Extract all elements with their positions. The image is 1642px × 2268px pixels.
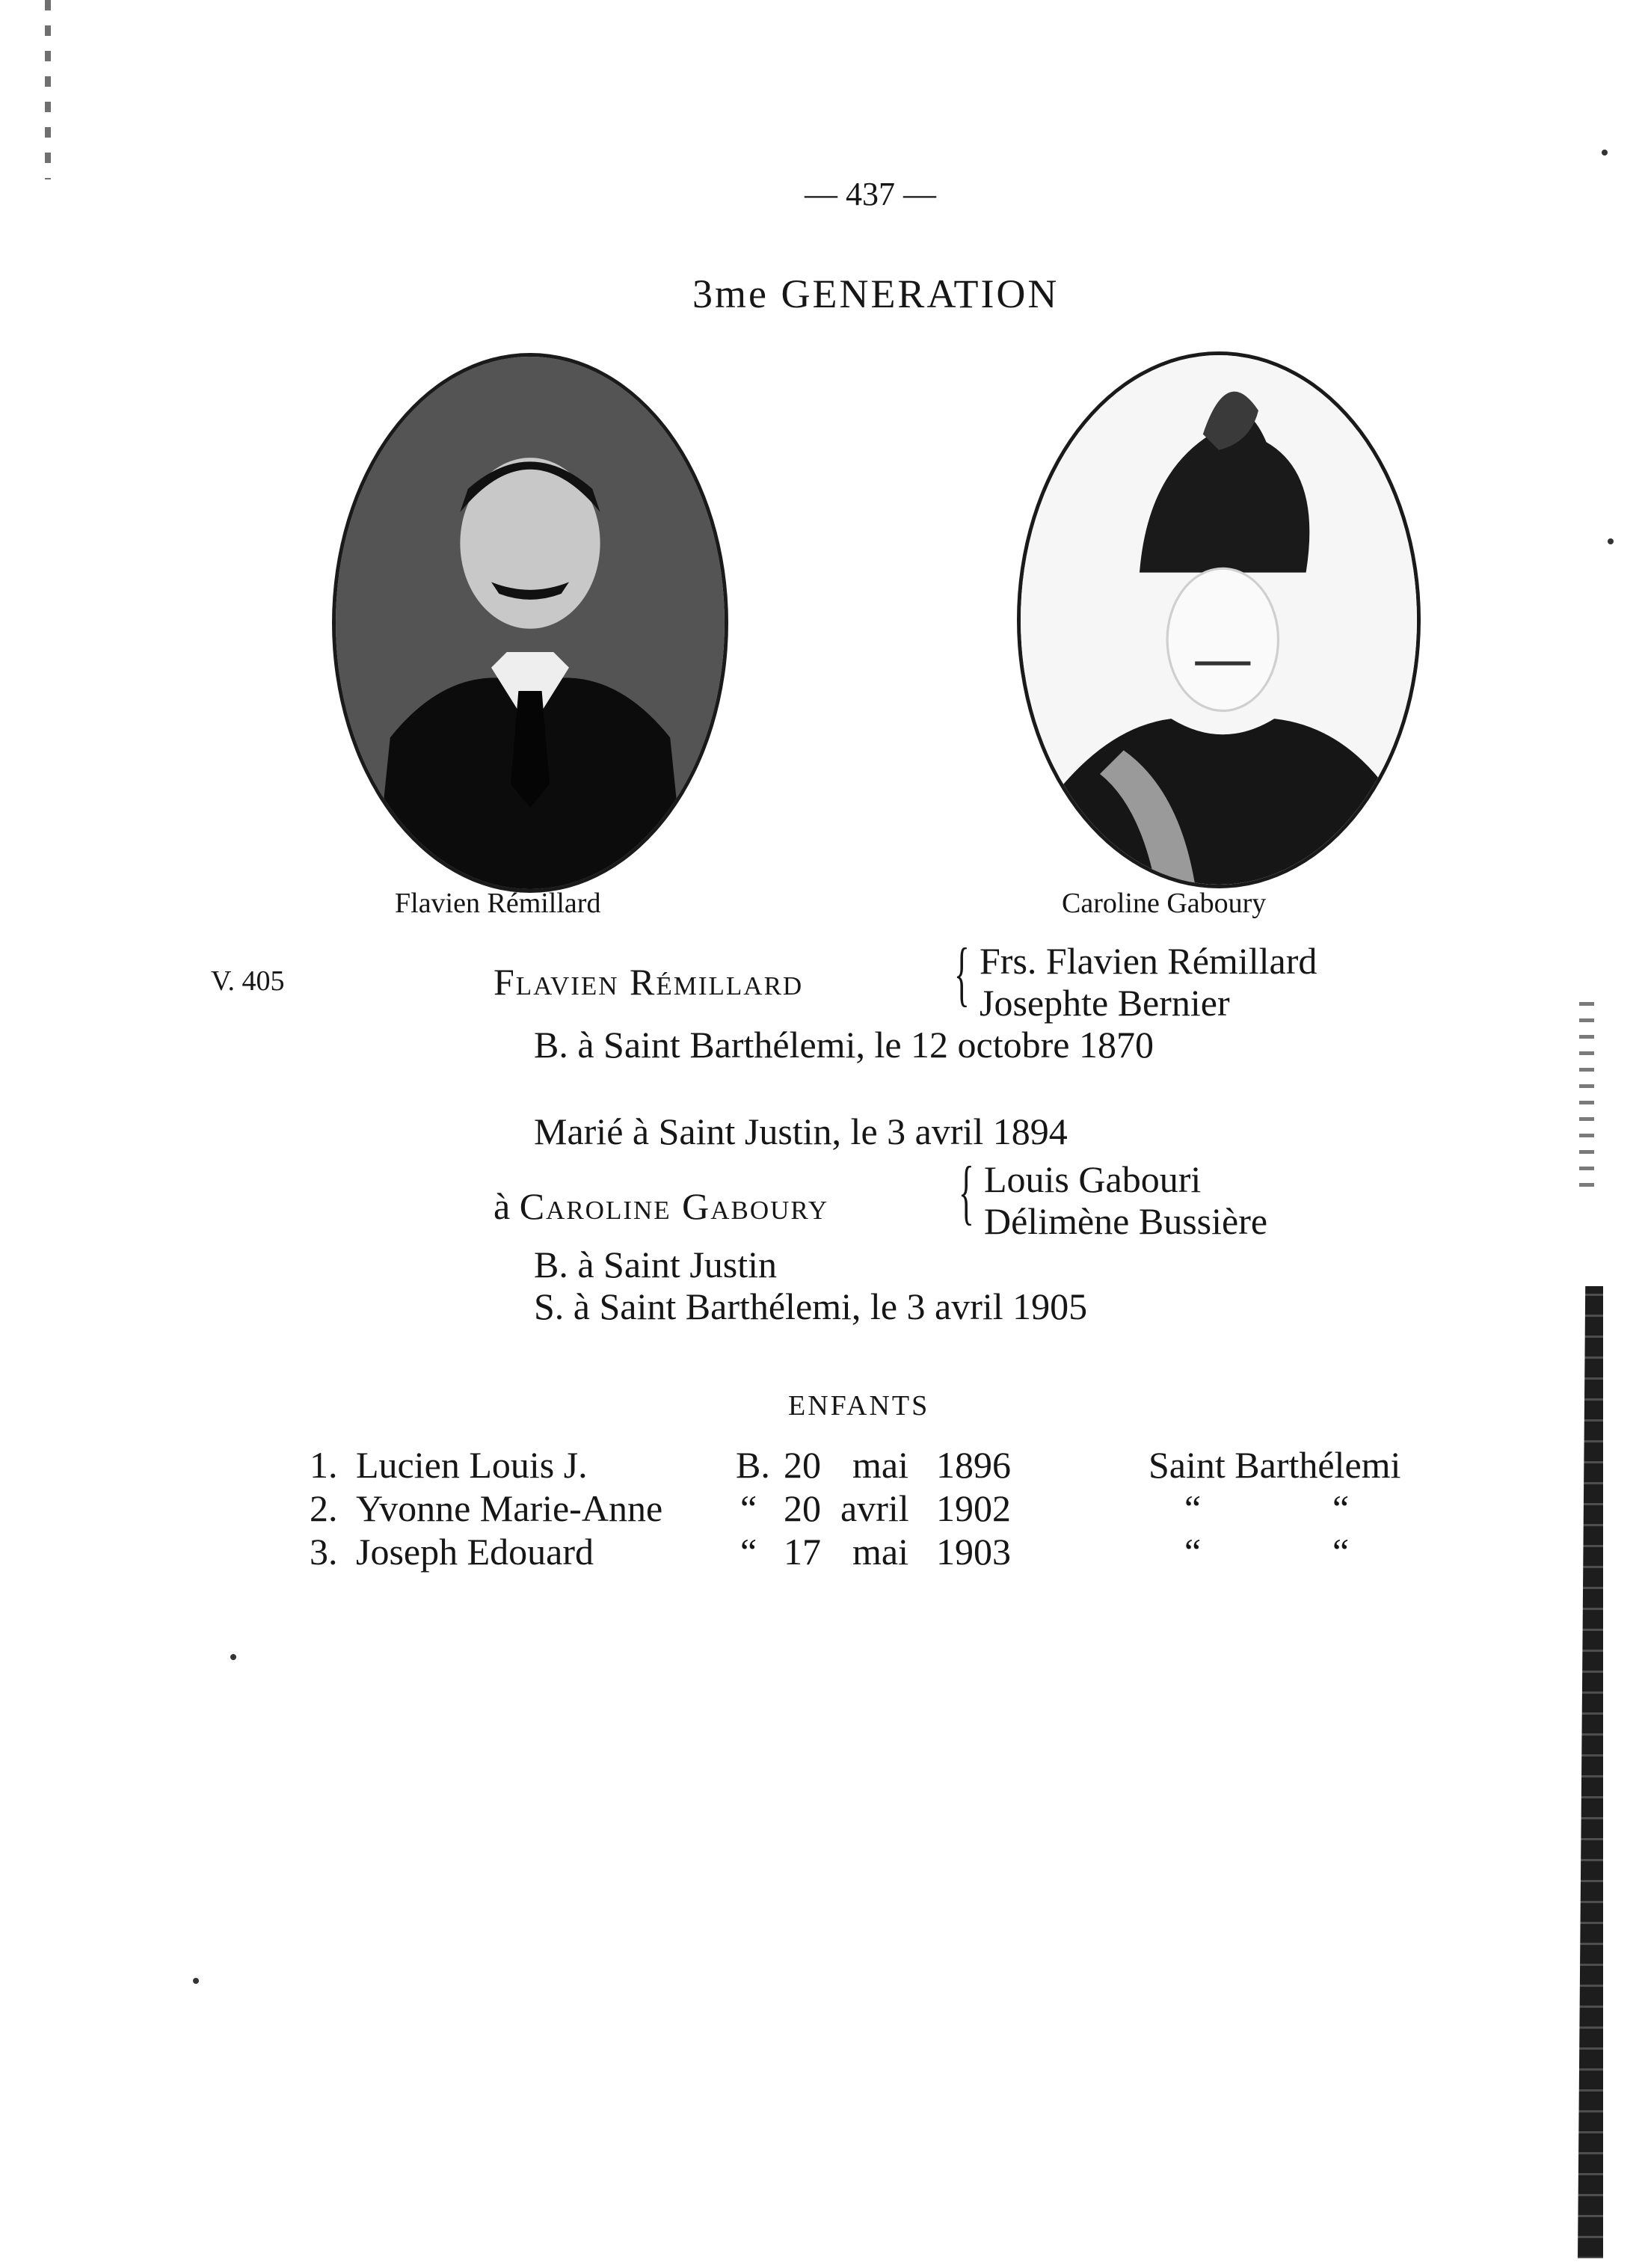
entry-name: Flavien Rémillard — [493, 961, 804, 1003]
children-title: ENFANTS — [788, 1390, 930, 1422]
child-day: 17 — [784, 1531, 821, 1573]
child-day: 20 — [784, 1487, 821, 1529]
scan-speck — [1602, 150, 1608, 156]
child-name: Lucien Louis J. — [356, 1444, 588, 1486]
child-month: mai — [852, 1531, 908, 1573]
spouse-burial: S. à Saint Barthélemi, le 3 avril 1905 — [534, 1285, 1088, 1327]
parent-mother: Josephte Bernier — [980, 982, 1230, 1024]
child-year: 1896 — [936, 1444, 1011, 1486]
scan-speck — [230, 1654, 236, 1660]
child-number: 1. — [310, 1444, 338, 1486]
child-name: Yvonne Marie-Anne — [356, 1487, 663, 1529]
portrait-caption-left: Flavien Rémillard — [395, 888, 601, 919]
portrait-caroline-gaboury — [1017, 351, 1421, 888]
child-month: avril — [840, 1487, 909, 1529]
child-number: 2. — [310, 1487, 338, 1529]
parent-father: Frs. Flavien Rémillard — [980, 940, 1317, 982]
page-title: 3me GENERATION — [692, 271, 1060, 316]
bracket: { — [959, 1152, 974, 1232]
birth-record: B. à Saint Barthélemi, le 12 octobre 1870 — [534, 1024, 1154, 1066]
child-place-ditto: “ — [1332, 1487, 1350, 1529]
child-day: 20 — [784, 1444, 821, 1486]
child-mark: “ — [740, 1487, 757, 1529]
spouse-birth: B. à Saint Justin — [534, 1244, 778, 1285]
scan-speck — [193, 1978, 199, 1984]
spouse-name: Caroline Gaboury — [519, 1185, 829, 1227]
scan-edge-right — [1578, 1286, 1603, 2258]
portrait-flavien-remillard — [332, 353, 728, 893]
child-year: 1902 — [936, 1487, 1011, 1529]
scan-speck — [1608, 538, 1614, 544]
bracket: { — [954, 933, 970, 1013]
child-place-ditto: “ — [1332, 1531, 1350, 1573]
spouse-prefix: à — [493, 1185, 511, 1227]
marriage-record: Marié à Saint Justin, le 3 avril 1894 — [534, 1110, 1068, 1152]
spouse-parent-mother: Délimène Bussière — [984, 1200, 1268, 1242]
child-place: “ — [1184, 1487, 1202, 1529]
entry-reference: V. 405 — [211, 965, 285, 997]
spouse-line — [493, 1184, 828, 1228]
portrait-caption-right: Caroline Gaboury — [1062, 888, 1267, 919]
page-number: — 437 — — [805, 176, 936, 212]
child-place: “ — [1184, 1531, 1202, 1573]
spouse-parent-father: Louis Gabouri — [984, 1158, 1202, 1200]
scan-edge-left — [45, 0, 51, 179]
child-month: mai — [852, 1444, 908, 1486]
child-mark: “ — [740, 1531, 757, 1573]
child-mark: B. — [736, 1444, 770, 1486]
child-year: 1903 — [936, 1531, 1011, 1573]
child-name: Joseph Edouard — [356, 1531, 594, 1573]
child-place: Saint Barthélemi — [1149, 1444, 1401, 1486]
child-number: 3. — [310, 1531, 338, 1573]
scan-edge-right-dots — [1579, 1002, 1594, 1196]
